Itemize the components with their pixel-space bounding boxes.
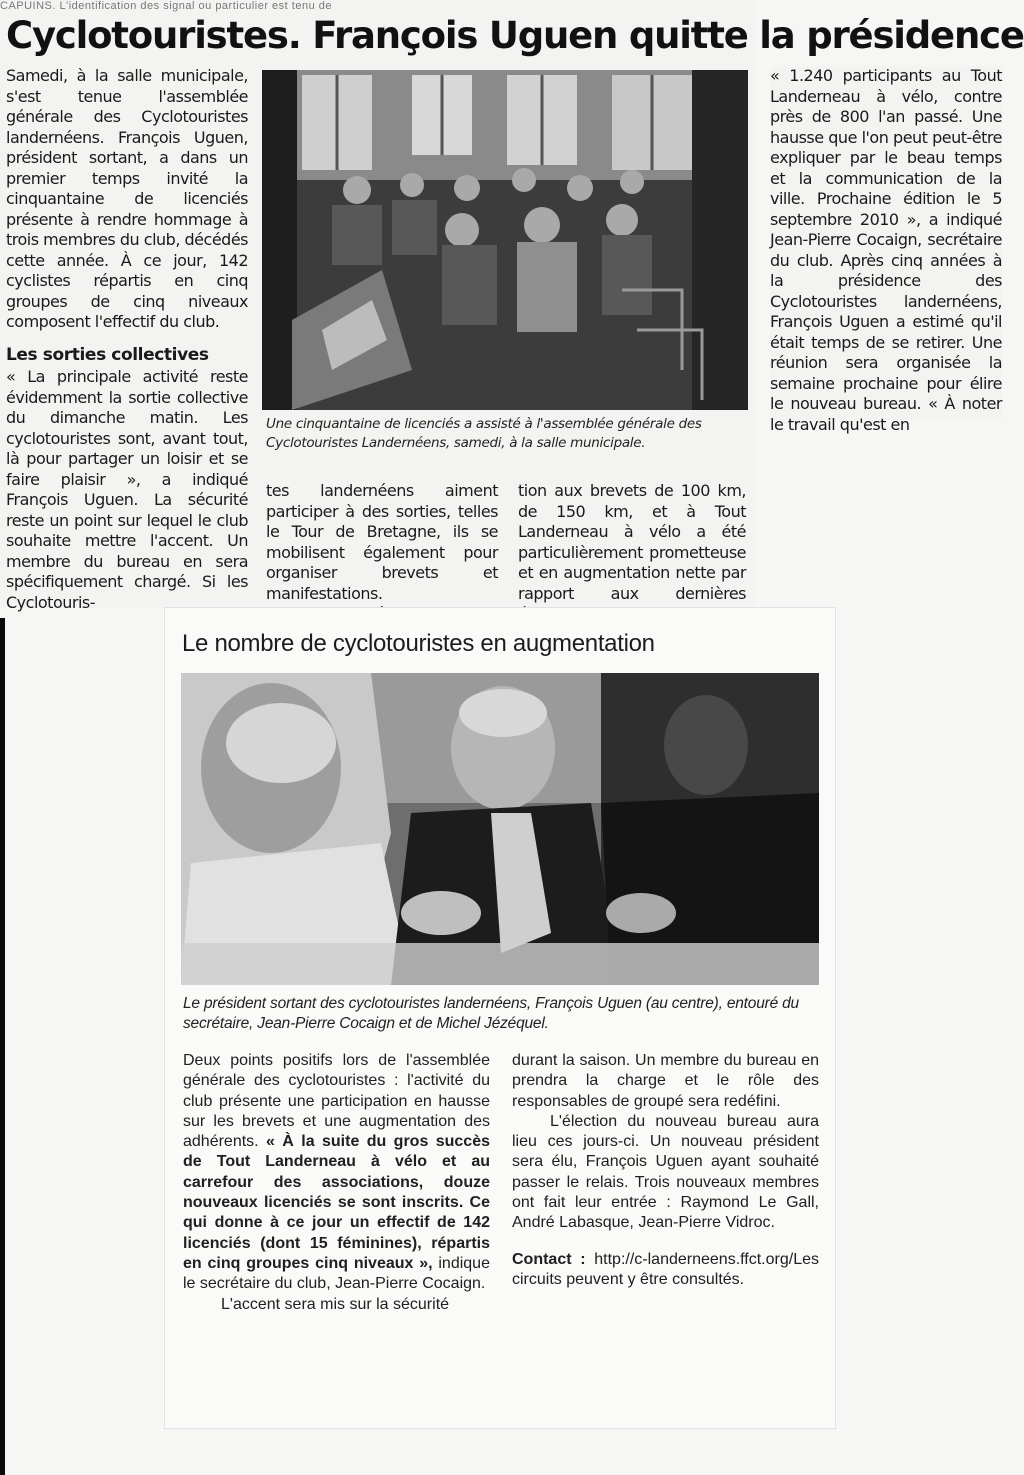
article-1-paragraph: tes landernéens aiment participer à des sorties, telles le Tour de Bretagne, ils se mobilisent également pour organiser brevets et manifestations.	[266, 481, 498, 603]
article-1-column-4	[518, 481, 746, 625]
article-2-quote: « À la suite du gros succès de Tout Landerneau à vélo et au carrefour des associations, douze nouveaux licenciés se sont inscrits. Ce qui donne à ce jour un effectif de 142 licenciés (dont 15 féminines), répartis en cinq groupes cinq niveaux »,	[183, 1133, 491, 1272]
contact-line	[512, 1250, 819, 1291]
contact-url: http://c-landerneens.ffct.org/Les circuits peuvent y être consultés.	[512, 1250, 819, 1288]
article-2-column-1	[183, 1051, 490, 1315]
article-1-column-1	[6, 66, 248, 613]
cut-text-strip: CAPUINS. L'identification des signal ou particulier est tenu de	[0, 0, 332, 12]
article-2-paragraph: durant la saison. Un membre du bureau en prendra la charge et le rôle des responsables de groupé sera redéfini.	[512, 1052, 819, 1110]
article-1-headline: Cyclotouristes. François Uguen quitte la présidence	[6, 14, 1024, 57]
article-2-column-2	[512, 1051, 819, 1290]
article-2-paragraph: L'élection du nouveau bureau aura lieu ces jours-ci. Un nouveau président sera élu, François Uguen ayant souhaité passer le relais. Trois nouveaux membres ont fait leur entrée : Raymond Le Gall, André Labasque, Jean-Pierre Vidroc.	[512, 1112, 819, 1232]
article-1-column-2	[770, 66, 1002, 434]
article-2-attribution: indique le secrétaire du club, Jean-Pierre Cocaign.	[183, 1254, 490, 1293]
meeting-hall-photo	[262, 70, 748, 410]
article-2-headline: Le nombre de cyclotouristes en augmentation	[182, 630, 655, 657]
photo-1-caption: Une cinquantaine de licenciés a assisté à l'assemblée générale des Cyclotouristes Landernéens, samedi, à la salle municipale.	[266, 416, 702, 451]
article-1-column-3	[266, 481, 498, 625]
article-2-intro: Deux points positifs lors de l'assemblée générale des cyclotouristes : l'activité du club présente une participation en hausse sur les brevets et une augmentation des adhérents.	[183, 1052, 490, 1151]
president-portrait-photo	[181, 673, 819, 985]
article-1-paragraph: Samedi, à la salle municipale, s'est tenue l'assemblée générale des Cyclotouristes landernéens. François Uguen, président sortant, a dans un premier temps invité la cinquantaine de licenciés présente à rendre hommage à trois membres du club, décédés cette année. À ce jour, 142 cyclistes répartis en cinq groupes de cinq niveaux composent l'effectif du club.	[6, 66, 248, 331]
article-1-paragraph: « 1.240 participants au Tout Landerneau à vélo, contre près de 800 l'an passé. Une hausse que l'on peut peut-être expliquer par le beau temps et la communication de la ville. Prochaine édition le 5 septembre 2010 », a indiqué Jean-Pierre Cocaign, secrétaire du club. Après cinq années à la présidence des Cyclotouristes landernéens, François Uguen a estimé qu'il était temps de se retirer. Une réunion sera organisée la semaine prochaine pour élire le nouveau bureau. « À noter le travail qu'est en	[770, 66, 1002, 434]
article-2-paragraph	[183, 1051, 490, 1295]
photo-2-caption: Le président sortant des cyclotouristes landernéens, François Uguen (au centre), entouré du secrétaire, Jean-Pierre Cocaign et de Michel Jézéquel.	[183, 995, 799, 1032]
article-1-paragraph: tion aux brevets de 100 km, de 150 km, et à Tout Landerneau à vélo a été particulièrement prometteuse et en augmentation nette par rapport aux dernières	[518, 481, 746, 603]
article-1-subhead: Les sorties collectives	[6, 344, 209, 365]
article-1-paragraph: « La principale activité reste évidemment la sortie collective du dimanche matin. Les cyclotouristes sont, avant tout, là pour partager un loisir et se faire plaisir », a indiqué François Uguen. La sécurité reste un point sur lequel le club souhaite mettre l'accent. Un membre du bureau en sera spécifiquement chargé. Si les Cyclotouris-	[6, 367, 248, 612]
page-edge-shadow	[0, 618, 5, 1475]
contact-label: Contact :	[512, 1250, 586, 1268]
article-2-paragraph: L'accent sera mis sur la sécurité	[221, 1295, 450, 1313]
